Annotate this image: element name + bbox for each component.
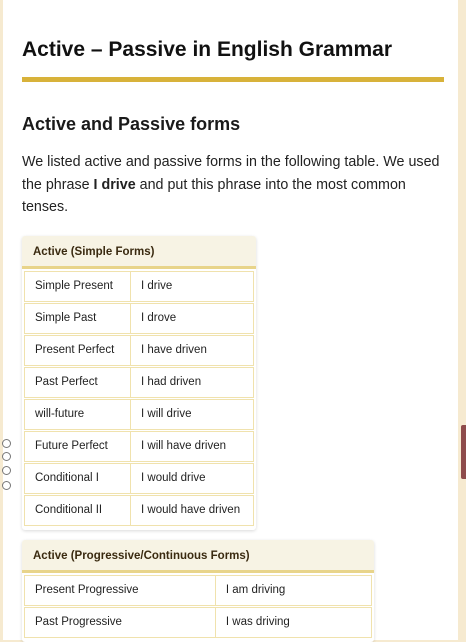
example-cell: I would drive	[131, 463, 254, 494]
table-row	[24, 607, 372, 638]
table-row	[24, 575, 372, 606]
tense-cell: Future Perfect	[24, 431, 131, 462]
selection-handle-icon[interactable]	[2, 466, 11, 475]
example-cell: I was driving	[216, 607, 372, 638]
table-row	[24, 335, 254, 366]
tense-cell: Present Perfect	[24, 335, 131, 366]
article-page	[3, 0, 458, 640]
intro-bold-phrase: I drive	[93, 176, 136, 193]
tense-cell: will-future	[24, 399, 131, 430]
table-row	[24, 399, 254, 430]
section-heading: Active and Passive forms	[22, 114, 241, 134]
table-row	[24, 271, 254, 302]
tense-cell: Conditional II	[24, 495, 131, 526]
tense-cell: Simple Present	[24, 271, 131, 302]
example-cell: I have driven	[131, 335, 254, 366]
progressive-forms-table	[22, 540, 374, 642]
example-cell: I drive	[131, 271, 254, 302]
selection-handle-icon[interactable]	[2, 452, 11, 461]
tense-cell: Past Perfect	[24, 367, 131, 398]
table-row	[24, 495, 254, 526]
table-header: Active (Progressive/Continuous Forms)	[22, 540, 374, 573]
table-row	[24, 463, 254, 494]
page-title: Active – Passive in English Grammar	[22, 38, 393, 61]
table-row	[24, 303, 254, 334]
table-header: Active (Simple Forms)	[22, 236, 256, 269]
tense-cell: Present Progressive	[24, 575, 216, 606]
intro-text-end: and put this phrase into the most common tenses.	[22, 176, 406, 215]
selection-handle-icon[interactable]	[2, 481, 11, 490]
table-row	[24, 367, 254, 398]
example-cell: I would have driven	[131, 495, 254, 526]
side-panel-tab[interactable]	[461, 425, 466, 479]
example-cell: I drove	[131, 303, 254, 334]
example-cell: I will have driven	[131, 431, 254, 462]
intro-paragraph	[22, 151, 442, 219]
example-cell: I am driving	[216, 575, 372, 606]
tense-cell: Past Progressive	[24, 607, 216, 638]
selection-handle-icon[interactable]	[2, 439, 11, 448]
title-divider	[22, 77, 444, 82]
tense-cell: Simple Past	[24, 303, 131, 334]
simple-forms-table	[22, 236, 256, 530]
table-row	[24, 431, 254, 462]
intro-text-start: We listed active and passive forms in the following table. We used the phrase	[22, 154, 440, 193]
tense-cell: Conditional I	[24, 463, 131, 494]
example-cell: I will drive	[131, 399, 254, 430]
example-cell: I had driven	[131, 367, 254, 398]
